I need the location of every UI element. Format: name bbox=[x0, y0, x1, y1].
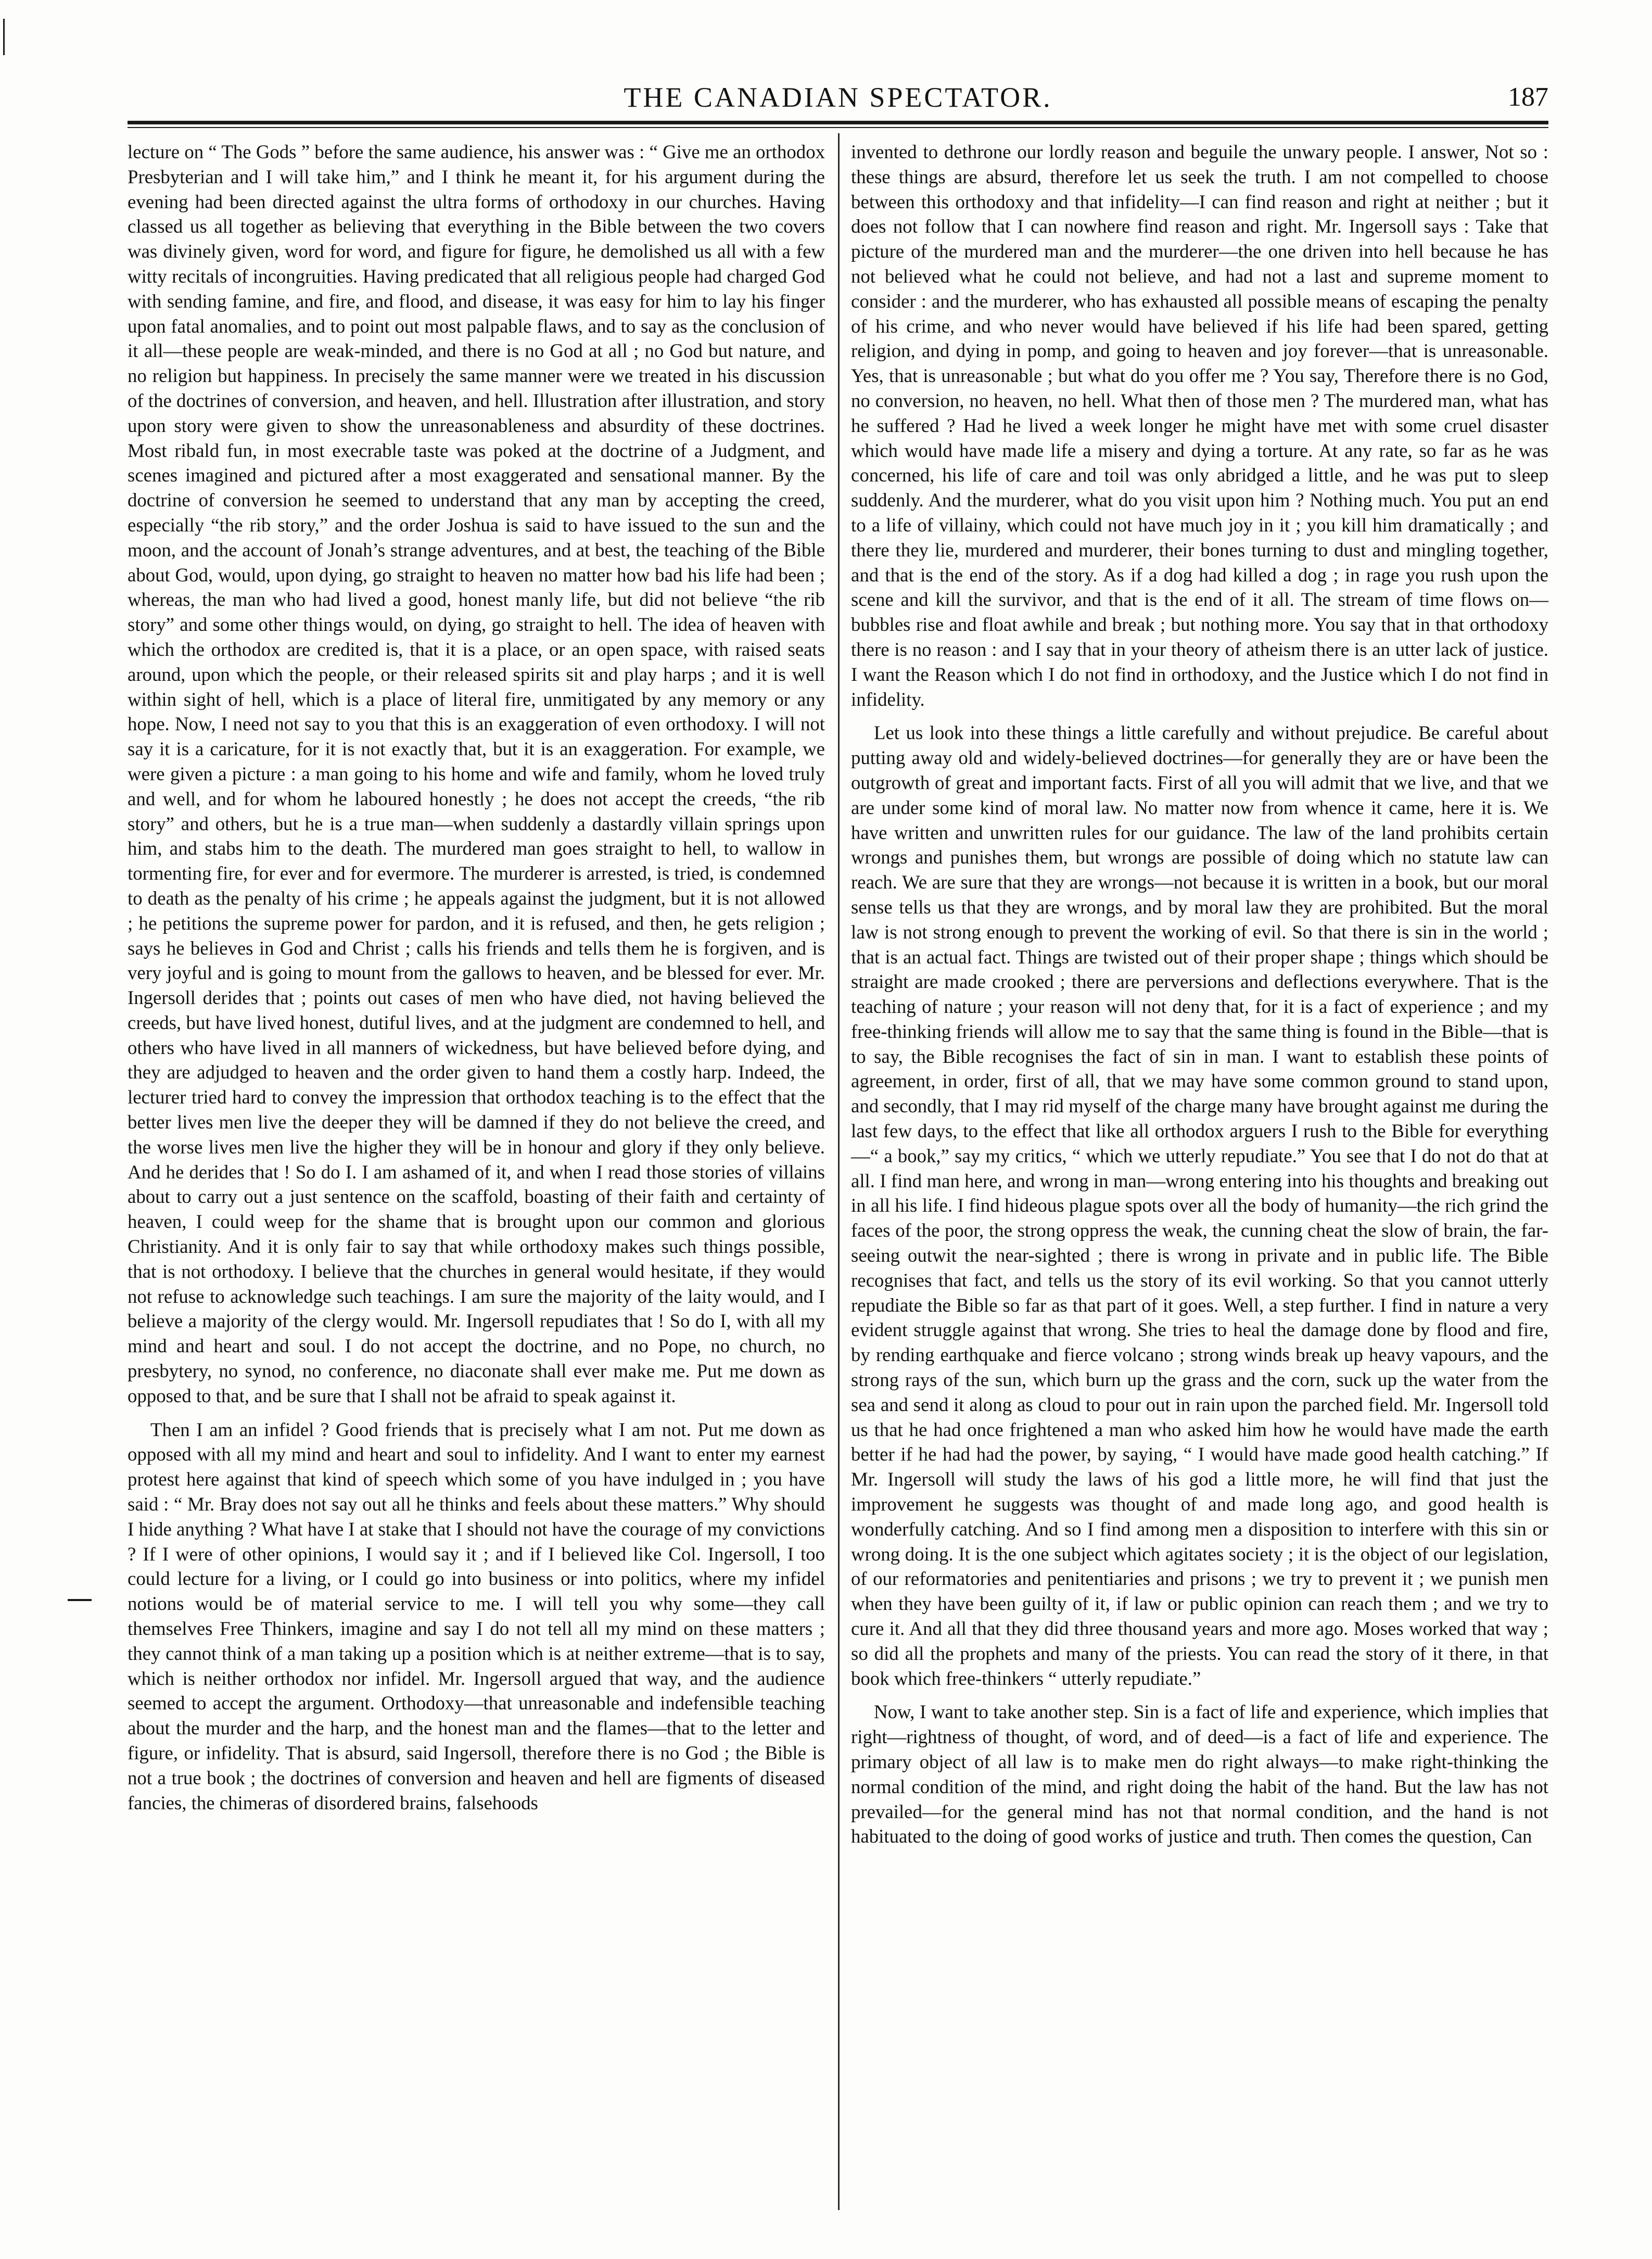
margin-tick-bottom bbox=[68, 1599, 92, 1601]
left-paragraph-2: Then I am an infidel ? Good friends that is precisely what I am not. Put me down as opposed with all my mind and heart and soul to infidelity. And I want to enter my earnest protest here against that kind of speech which some of you have indulged in ; you have said : “ Mr. Bray does not say out all he thinks and feels about these matters.” Why should I hide anything ? What have I at stake that I should not have the courage of my convictions ? If I were of other opinions, I would say it ; and if I believed like Col. Ingersoll, I too could lecture for a living, or I could go into business or into politics, where my infidel notions would be of material service to me. I will tell you why some—they call themselves Free Thinkers, imagine and say I do not tell all my mind on these matters ; they cannot think of a man taking up a position which is at neither extreme—that is to say, which is neither orthodox nor infidel. Mr. Ingersoll argued that way, and the audience seemed to accept the argument. Orthodoxy—that unreasonable and indefensible teaching about the murder and the harp, and the honest man and the flames—that to the letter and figure, or infidelity. That is absurd, said Ingersoll, therefore there is no God ; the Bible is not a true book ; the doctrines of conversion and heaven and hell are figments of diseased fancies, the chimeras of disordered brains, falsehoods bbox=[128, 1418, 825, 1813]
left-column bbox=[128, 139, 825, 1824]
masthead bbox=[128, 79, 1548, 116]
column-divider bbox=[838, 133, 840, 2210]
right-paragraph-3: Now, I want to take another step. Sin is a fact of life and experience, which implies that right—rightness of thought, of word, and of deed—is a fact of life and experience. The primary object of all law is to make men do right always—to make right-thinking the normal condition of the mind, and right doing the habit of the hand. But the law has not prevailed—for the general mind has not that normal condition, and the hand is not habituated to the doing of good works of justice and truth. Then comes the question, Can bbox=[851, 1701, 1548, 1847]
newspaper-title: THE CANADIAN SPECTATOR. bbox=[624, 82, 1052, 113]
right-column bbox=[851, 139, 1548, 1858]
right-paragraph-1: invented to dethrone our lordly reason and beguile the unwary people. I answer, Not so : these things are absurd, therefore let us seek the truth. I am not compelled to choose between this orthodoxy and that infidelity—I can find reason and right at neither ; but it does not follow that I can nowhere find reason and right. Mr. Ingersoll says : Take that picture of the murdered man and the murderer—the one driven into hell because he has not believed what he could not believe, and had not a last and supreme moment to consider : and the murderer, who has exhausted all possible means of escaping the penalty of his crime, and who never would have believed if his life had been spared, getting religion, and dying in pomp, and going to heaven and joy forever—that is unreasonable. Yes, that is unreasonable ; but what do you offer me ? You say, Therefore there is no God, no conversion, no heaven, no hell. What then of those men ? The murdered man, what has he suffered ? Had he lived a week longer he might have met with some cruel disaster which would have made life a misery and dying a torture. At any rate, so far as he was concerned, his life of care and toil was only abridged a little, and he was put to sleep suddenly. And the murderer, what do you visit upon him ? Nothing much. You put an end to a life of villainy, which could not have much joy in it ; you kill him dramatically ; and there they lie, murdered and murderer, their bones turning to dust and mingling together, and that is the end of the story. As if a dog had killed a dog ; in rage you rush upon the scene and kill the survivor, and that is the end of it all. The stream of time flows on—bubbles rise and float awhile and break ; but nothing more. You say that in that orthodoxy there is no reason : and I say that in your theory of atheism there is an utter lack of justice. I want the Reason which I do not find in orthodoxy, and the Justice which I do not find in infidelity. bbox=[851, 141, 1548, 710]
right-paragraph-2: Let us look into these things a little carefully and without prejudice. Be careful about putting away old and widely-believed doctrines—for generally they are or have been the outgrowth of great and important facts. First of all you will admit that we live, and that we are under some kind of moral law. No matter now from whence it came, here it is. We have written and unwritten rules for our guidance. The law of the land prohibits certain wrongs and punishes them, but wrongs are possible of doing which no statute law can reach. We are sure that they are wrongs—not because it is written in a book, but our moral sense tells us that they are wrongs, and by moral law they are prohibited. But the moral law is not strong enough to prevent the working of evil. So that there is sin in the world ; that is an actual fact. Things are twisted out of their proper shape ; things which should be straight are made crooked ; there are perversions and deflections everywhere. That is the teaching of nature ; your reason will not deny that, for it is a fact of experience ; and my free-thinking friends will allow me to say that the same thing is found in the Bible—that is to say, the Bible recognises the fact of sin in man. I want to establish these points of agreement, in order, first of all, that we may have some common ground to stand upon, and secondly, that I may rid myself of the charge many have brought against me during the last few days, to the effect that like all orthodox arguers I rush to the Bible for everything—“ a book,” say my critics, “ which we utterly repudiate.” You see that I do not do that at all. I find man here, and wrong in man—wrong entering into his thoughts and breaking out in all his life. I find hideous plague spots over all the body of humanity—the rich grind the faces of the poor, the strong oppress the weak, the cunning cheat the slow of brain, the far-seeing outwit the near-sighted ; there is wrong in private and in public life. The Bible recognises that fact, and tells us the story of its evil working. So that you cannot utterly repudiate the Bible so far as that part of it goes. Well, a step further. I find in nature a very evident struggle against that wrong. She tries to heal the damage done by flood and fire, by rending earthquake and fierce volcano ; strong winds break up heavy vapours, and the strong rays of the sun, which burn up the grass and the corn, suck up the water from the sea and send it along as cloud to pour out in rain upon the parched field. Mr. Ingersoll told us that he had once frightened a man who asked him how he would have made the earth better if he had had the power, by saying, “ I would have made good health catching.” If Mr. Ingersoll will study the laws of his god a little more, he will find that just the improvement he suggests was thought of and made long ago, and good health is wonderfully catching. And so I find among men a disposition to interfere with this sin or wrong doing. It is the one subject which agitates society ; it is the object of our legislation, of our reformatories and penitentiaries and prisons ; we try to prevent it ; we punish men when they have been guilty of it, if law or public opinion can reach them ; and we try to cure it. And all that they did three thousand years and more ago. Moses worked that way ; so did all the prophets and many of the priests. You can read the story of it there, in that book which free-thinkers “ utterly repudiate.” bbox=[851, 722, 1548, 1689]
header-rule-thick bbox=[128, 121, 1548, 124]
page-number: 187 bbox=[1508, 82, 1548, 112]
header-rule-thin bbox=[128, 127, 1548, 128]
left-paragraph-1: lecture on “ The Gods ” before the same audience, his answer was : “ Give me an orthodox Presbyterian and I will take him,” and I think he meant it, for his argument during the evening had been directed against the ultra forms of orthodoxy in our churches. Having classed us all together as believing that everything in the Bible between the two covers was divinely given, word for word, and figure for figure, he demolished us all with a few witty recitals of incongruities. Having predicated that all religious people had charged God with sending famine, and fire, and flood, and disease, it was easy for him to lay his finger upon fatal anomalies, and to point out most palpable flaws, and to say as the conclusion of it all—these people are weak-minded, and there is no God at all ; no God but nature, and no religion but happiness. In precisely the same manner were we treated in his discussion of the doctrines of conversion, and heaven, and hell. Illustration after illustration, and story upon story were given to show the unreasonableness and absurdity of these doctrines. Most ribald fun, in most execrable taste was poked at the doctrine of a Judgment, and scenes imagined and pictured after a most exaggerated and sensational manner. By the doctrine of conversion he seemed to understand that any man by accepting the creed, especially “the rib story,” and the order Joshua is said to have issued to the sun and the moon, and the account of Jonah’s strange adventures, and at best, the teaching of the Bible about God, would, upon dying, go straight to heaven no matter how bad his life had been ; whereas, the man who had lived a good, honest manly life, but did not believe “the rib story” and some other things would, on dying, go straight to hell. The idea of heaven with which the orthodox are credited is, that it is a place, or an open space, with raised seats around, upon which the people, or their released spirits sit and play harps ; and it is well within sight of hell, which is a place of literal fire, unmitigated by any memory or any hope. Now, I need not say to you that this is an exaggeration of even orthodoxy. I will not say it is a caricature, for it is not exactly that, but it is an exaggeration. For example, we were given a picture : a man going to his home and wife and family, whom he loved truly and well, and for whom he laboured honestly ; he does not accept the creeds, “the rib story” and others, but he is a true man—when suddenly a dastardly villain springs upon him, and stabs him to the death. The murdered man goes straight to hell, to wallow in tormenting fire, for ever and for evermore. The murderer is arrested, is tried, is condemned to death as the penalty of his crime ; he appeals against the judgment, but it is not allowed ; he petitions the supreme power for pardon, and it is refused, and then, he gets religion ; says he believes in God and Christ ; calls his friends and tells them he is forgiven, and is very joyful and is going to mount from the gallows to heaven, and be blessed for ever. Mr. Ingersoll derides that ; points out cases of men who have died, not having believed the creeds, but have lived honest, dutiful lives, and at the judgment are condemned to hell, and others who have lived in all manners of wickedness, but have believed before dying, and they are adjudged to heaven and the order given to hand them a costly harp. Indeed, the lecturer tried hard to convey the impression that orthodox teaching is to the effect that the better lives men live the deeper they will be damned if they do not believe the creed, and the worse lives men live the higher they will be in honour and glory if they only believe. And he derides that ! So do I. I am ashamed of it, and when I read those stories of villains about to carry out a just sentence on the scaffold, boasting of their faith and certainty of heaven, I could weep for the shame that is brought upon our common and glorious Christianity. And it is only fair to say that while orthodoxy makes such things possible, that is not orthodoxy. I believe that the churches in general would hesitate, if they would not refuse to acknowledge such teachings. I am sure the majority of the laity would, and I believe a majority of the clergy would. Mr. Ingersoll repudiates that ! So do I, with all my mind and heart and soul. I do not accept the doctrine, and no Pope, no church, no presbytery, no synod, no conference, no diaconate shall ever make me. Put me down as opposed to that, and be sure that I shall not be afraid to speak against it. bbox=[128, 141, 825, 1406]
margin-tick-top bbox=[3, 19, 5, 55]
